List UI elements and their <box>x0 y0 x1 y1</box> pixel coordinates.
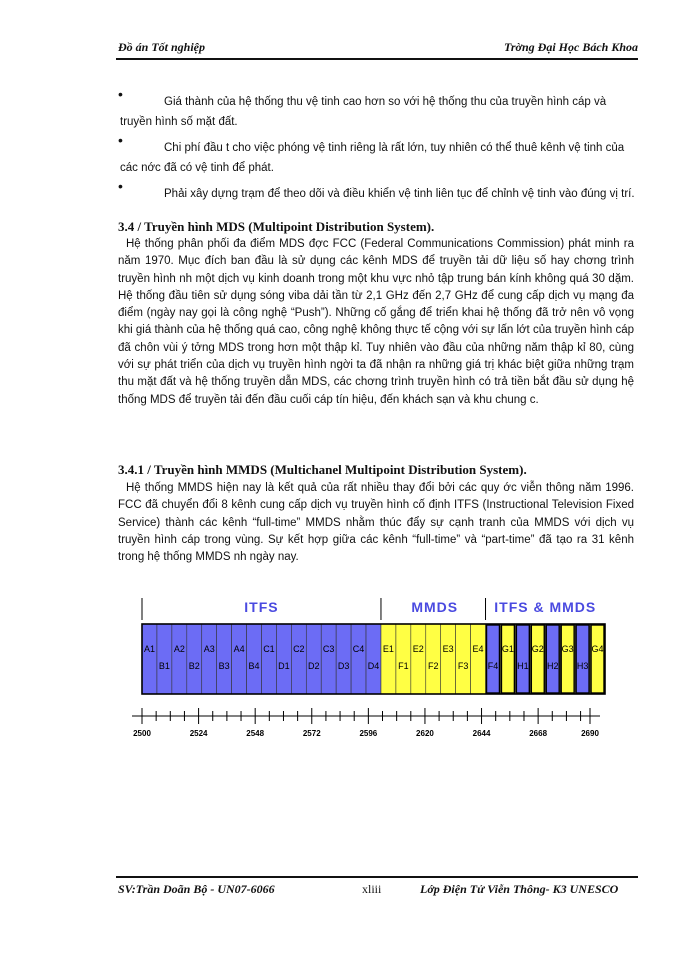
channel-label: F3 <box>457 661 469 671</box>
channel-slot <box>202 624 217 694</box>
channel-label: A1 <box>143 644 155 654</box>
channel-label: D2 <box>308 661 320 671</box>
channel-slot <box>351 624 366 694</box>
channel-slot <box>336 624 351 694</box>
channel-slot <box>291 624 306 694</box>
bullet-item <box>118 132 635 178</box>
channel-label: G1 <box>501 644 514 654</box>
channel-slot <box>142 624 157 694</box>
tick-label: 2548 <box>246 729 265 738</box>
channel-label: G2 <box>531 644 544 654</box>
group-label: MMDS <box>411 599 459 615</box>
channel-label: F2 <box>427 661 439 671</box>
channel-slot <box>172 624 187 694</box>
channel-label: D4 <box>367 661 380 671</box>
channel-slot <box>187 624 202 694</box>
channel-slot <box>456 624 471 694</box>
channel-slot <box>217 624 232 694</box>
channel-slot <box>411 624 426 694</box>
tick-label: 2572 <box>302 729 321 738</box>
channel-label: H3 <box>576 661 589 671</box>
channel-label: B2 <box>188 661 200 671</box>
page-number: xliii <box>362 882 382 896</box>
header-right: Trờng Đại Học Bách Khoa <box>503 40 638 54</box>
channel-label: H1 <box>517 661 529 671</box>
channel-slot <box>396 624 411 694</box>
footer-right: Lớp Điện Tử Viễn Thông- K3 UNESCO <box>420 882 619 896</box>
channel-slot <box>576 625 589 693</box>
channel-slot <box>426 624 441 694</box>
tick-label: 2690 <box>581 729 599 738</box>
tick-label: 2596 <box>359 729 378 738</box>
bullet-icon: • <box>118 86 123 102</box>
channel-label: B1 <box>158 661 170 671</box>
channel-label: F1 <box>398 661 409 671</box>
channel-slot <box>591 625 604 693</box>
channel-label: A3 <box>203 644 215 654</box>
channel-slot <box>487 625 500 693</box>
bullet-item <box>118 178 635 204</box>
channel-slot <box>157 624 172 694</box>
channel-slot <box>232 624 247 694</box>
channel-slot <box>561 625 574 693</box>
channel-label: E4 <box>472 644 484 654</box>
channel-slot <box>516 625 529 693</box>
bullet-text: Giá thành của hệ thống thu vệ tinh cao hơn so với hệ thống thu của truyền hình cáp và truyền hình số mặt đất. <box>120 96 607 128</box>
section-paragraph: Hệ thống phân phối đa điểm MDS đợc FCC (Federal Communications Commission) phát minh ra năm 1970. Mục đích ban đầu là sử dụng các kênh MDS để truyền tải dữ liệu số hay chơng trình truyền hình nh một dịch vụ kinh doanh trong một khu vực nhỏ tập trung bán kính không quá 30 dặm. Hệ thống đầu tiên sử dụng sóng viba dải tần từ 2,1 GHz đến 2,7 GHz để cung cấp dịch vụ mạng đa điểm (ngày nay gọi là công nghệ “Push”). Những cố gắng để triển khai hệ thống đã trở nên vô vọng khi giá thành của hệ thống quá cao, công nghệ không thực tế cộng với sự lấn lớt của truyền hình cáp đã chôn vùi ý tởng MDS trong hơn một thập kỉ. Tuy nhiên vào đầu của những năm thập kỉ 80, cùng với sự phát triển của dịch vụ truyền hình ngời ta đã nhận ra những giá trị khác biệt giữa những trạm thu mặt đất và hệ thống truyền dẫn MDS, các chơng trình truyền hình có trả tiền bắt đầu sử dụng hệ thống MDS để truyền tải đến đầu cuối cáp tín hiệu, đến khách sạn và khu chung c. <box>118 238 634 406</box>
channel-label: E1 <box>382 644 394 654</box>
channel-slot <box>261 624 276 694</box>
channel-slot <box>471 624 486 694</box>
footer-rule <box>116 876 638 878</box>
channel-slot <box>501 625 514 693</box>
section-heading: 3.4 / Truyền hình MDS (Multipoint Distribution System). <box>118 219 435 234</box>
channel-label: E3 <box>442 644 454 654</box>
channel-label: D3 <box>337 661 350 671</box>
channel-slot <box>366 624 381 694</box>
group-label: ITFS & MMDS <box>494 599 597 615</box>
header-rule <box>116 58 638 60</box>
channel-label: B3 <box>218 661 230 671</box>
tick-label: 2668 <box>529 729 548 738</box>
channel-label: G3 <box>561 644 574 654</box>
channel-label: G4 <box>591 644 604 654</box>
channel-label: A2 <box>173 644 185 654</box>
tick-label: 2620 <box>416 729 434 738</box>
channel-slot <box>247 624 262 694</box>
tick-label: 2524 <box>189 729 208 738</box>
channel-label: E2 <box>412 644 424 654</box>
bullet-item <box>118 86 635 132</box>
frequency-plan-figure <box>128 592 608 746</box>
subsection-paragraph: Hệ thống MMDS hiện nay là kết quả của rất nhiều thay đổi bởi các quy ớc viễn thông năm 1996. FCC đã chuyển đổi 8 kênh cung cấp dịch vụ truyền hình cố định ITFS (Instructional Television Fixed Service) thành các kênh “full-time” MMDS nhằm thúc đẩy sự cạnh tranh của MMDS với dịch vụ truyền hình cáp trong vùng. Sự kết hợp giữa các kênh “full-time” và “part-time” đã tạo ra 31 kênh trong hệ thống MMDS nh ngày nay. <box>118 482 634 564</box>
channel-slot <box>276 624 291 694</box>
tick-label: 2644 <box>472 729 491 738</box>
bullet-icon: • <box>118 178 123 194</box>
channel-label: F4 <box>487 661 499 671</box>
channel-label: C3 <box>322 644 335 654</box>
channel-slot <box>441 624 456 694</box>
channel-label: B4 <box>248 661 260 671</box>
bullet-text: Phải xây dựng trạm để theo dõi và điều khiển vệ tinh liên tục để chỉnh vệ tinh vào đúng vị trí. <box>164 188 635 200</box>
group-label: ITFS <box>244 599 279 615</box>
channel-label: H2 <box>546 661 559 671</box>
subsection-heading: 3.4.1 / Truyền hình MMDS (Multichanel Multipoint Distribution System). <box>118 462 527 477</box>
header-left: Đồ án Tốt nghiệp <box>118 40 206 54</box>
channel-label: C4 <box>352 644 365 654</box>
channel-label: C1 <box>263 644 275 654</box>
bullet-text: Chi phí đầu t cho việc phóng vệ tinh riêng là rất lớn, tuy nhiên có thể thuê kênh vệ tinh của các nớc đã có vệ tinh để phát. <box>120 142 625 174</box>
channel-slot <box>306 624 321 694</box>
channel-slot <box>531 625 544 693</box>
tick-label: 2500 <box>133 729 151 738</box>
channel-slot <box>381 624 396 694</box>
channel-slot <box>546 625 559 693</box>
channel-slot <box>321 624 336 694</box>
channel-label: D1 <box>278 661 290 671</box>
bullet-icon: • <box>118 132 123 148</box>
channel-label: A4 <box>233 644 245 654</box>
channel-label: C2 <box>293 644 305 654</box>
footer-left: SV:Trần Doãn Bộ - UN07-6066 <box>118 882 275 896</box>
